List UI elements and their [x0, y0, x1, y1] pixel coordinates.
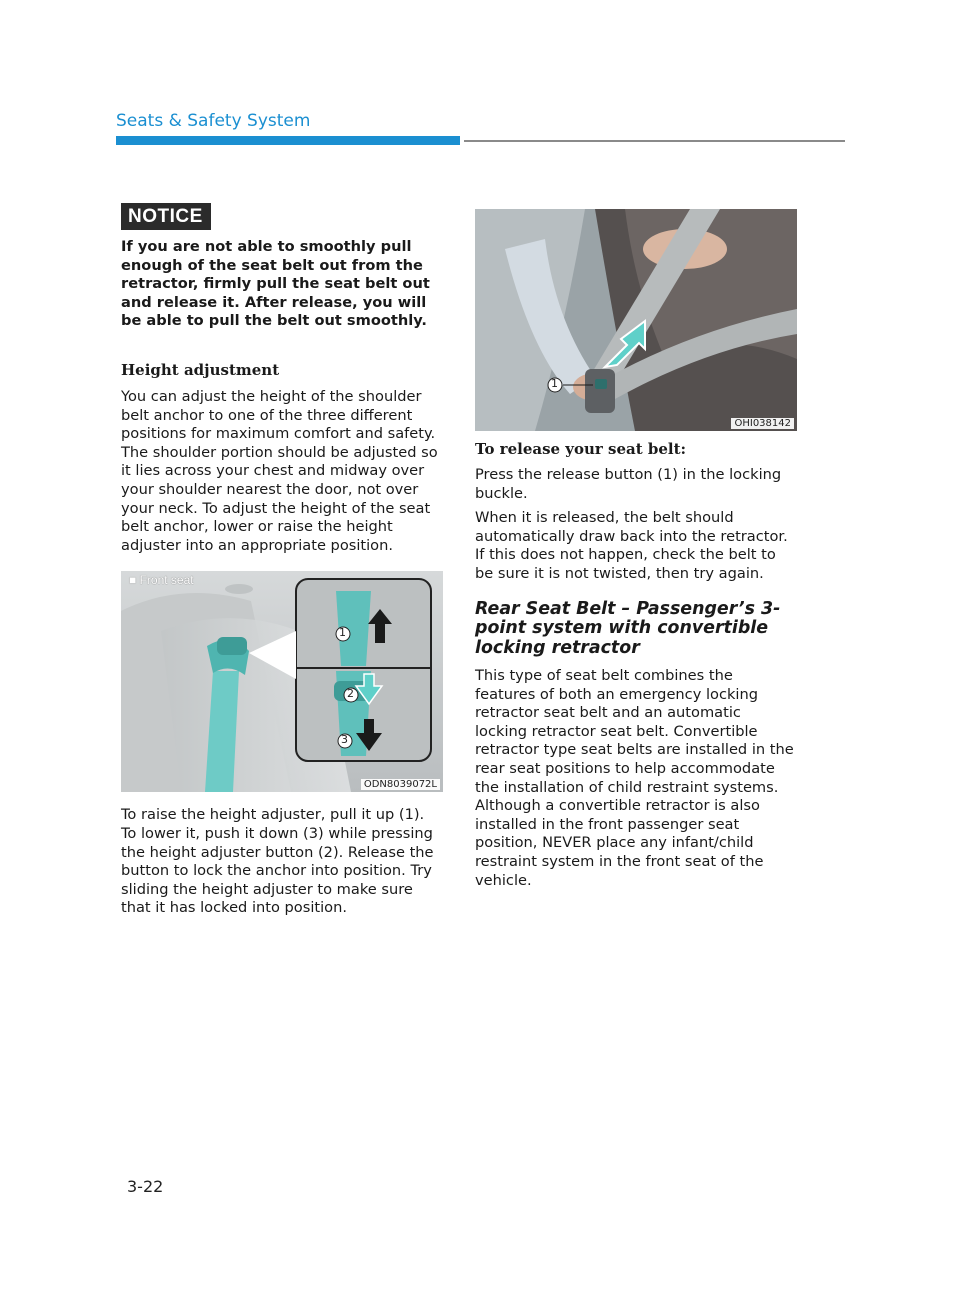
height-adjustment-heading: Height adjustment — [121, 360, 280, 379]
callout-3: 3 — [341, 733, 348, 747]
release-figure-code: OHI038142 — [731, 418, 794, 429]
release-figure — [475, 209, 797, 431]
release-paragraph-1: Press the release button (1) in the locking buckle. — [475, 466, 782, 502]
right-column — [475, 209, 797, 890]
section-title: Seats & Safety System — [116, 111, 311, 131]
page-number: 3-22 — [127, 1177, 164, 1196]
notice-badge: NOTICE — [121, 203, 211, 230]
front-seat-figure-code: ODN8039072L — [361, 779, 440, 790]
adjust-instructions: To raise the height adjuster, pull it up (1). To lower it, push it down (3) while pressing the height adjuster button (2). Release the button to lock the anchor into position. Try sliding the height adjuster to make sure that it has locked into position. — [121, 806, 434, 917]
rear-seat-paragraph: This type of seat belt combines the features of both an emergency locking retractor seat belt and an automatic locking retractor seat belt. Convertible retractor type seat belts are installed in the rear seat positions to help accommodate the installation of child restraint systems. Although a convertible retractor is also installed in the front passenger seat position, NEVER place any infant/child restraint system in the front seat of the vehicle. — [475, 667, 794, 889]
notice-text: If you are not able to smoothly pull enough of the seat belt out from the retractor, firmly pull the seat belt out and release it. After release, you will be able to pull the belt out smoothly. — [121, 238, 430, 330]
header-accent-bar — [116, 136, 460, 145]
callout-2: 2 — [347, 687, 354, 701]
release-paragraph-2: When it is released, the belt should automatically draw back into the retractor. If this does not happen, check the belt to be sure it is not twisted, then try again. — [475, 509, 788, 582]
release-illustration — [475, 209, 797, 431]
left-column — [121, 203, 443, 918]
rear-seat-heading: Rear Seat Belt – Passenger’s 3-point system with convertible locking retractor — [475, 598, 781, 658]
front-seat-illustration — [121, 571, 443, 792]
height-adjustment-paragraph: You can adjust the height of the shoulder belt anchor to one of the three different positions for maximum comfort and safety. The shoulder portion should be adjusted so it lies across your chest and midway over your shoulder nearest the door, not over your neck. To adjust the height of the seat belt anchor, lower or raise the height adjuster into an appropriate position. — [121, 387, 438, 554]
callout-1: 1 — [339, 626, 346, 640]
header-rule — [464, 140, 845, 142]
release-heading: To release your seat belt: — [475, 440, 687, 458]
front-seat-figure — [121, 571, 443, 792]
release-callout-1: 1 — [551, 377, 558, 390]
front-seat-caption: ■ Front seat — [129, 573, 194, 588]
